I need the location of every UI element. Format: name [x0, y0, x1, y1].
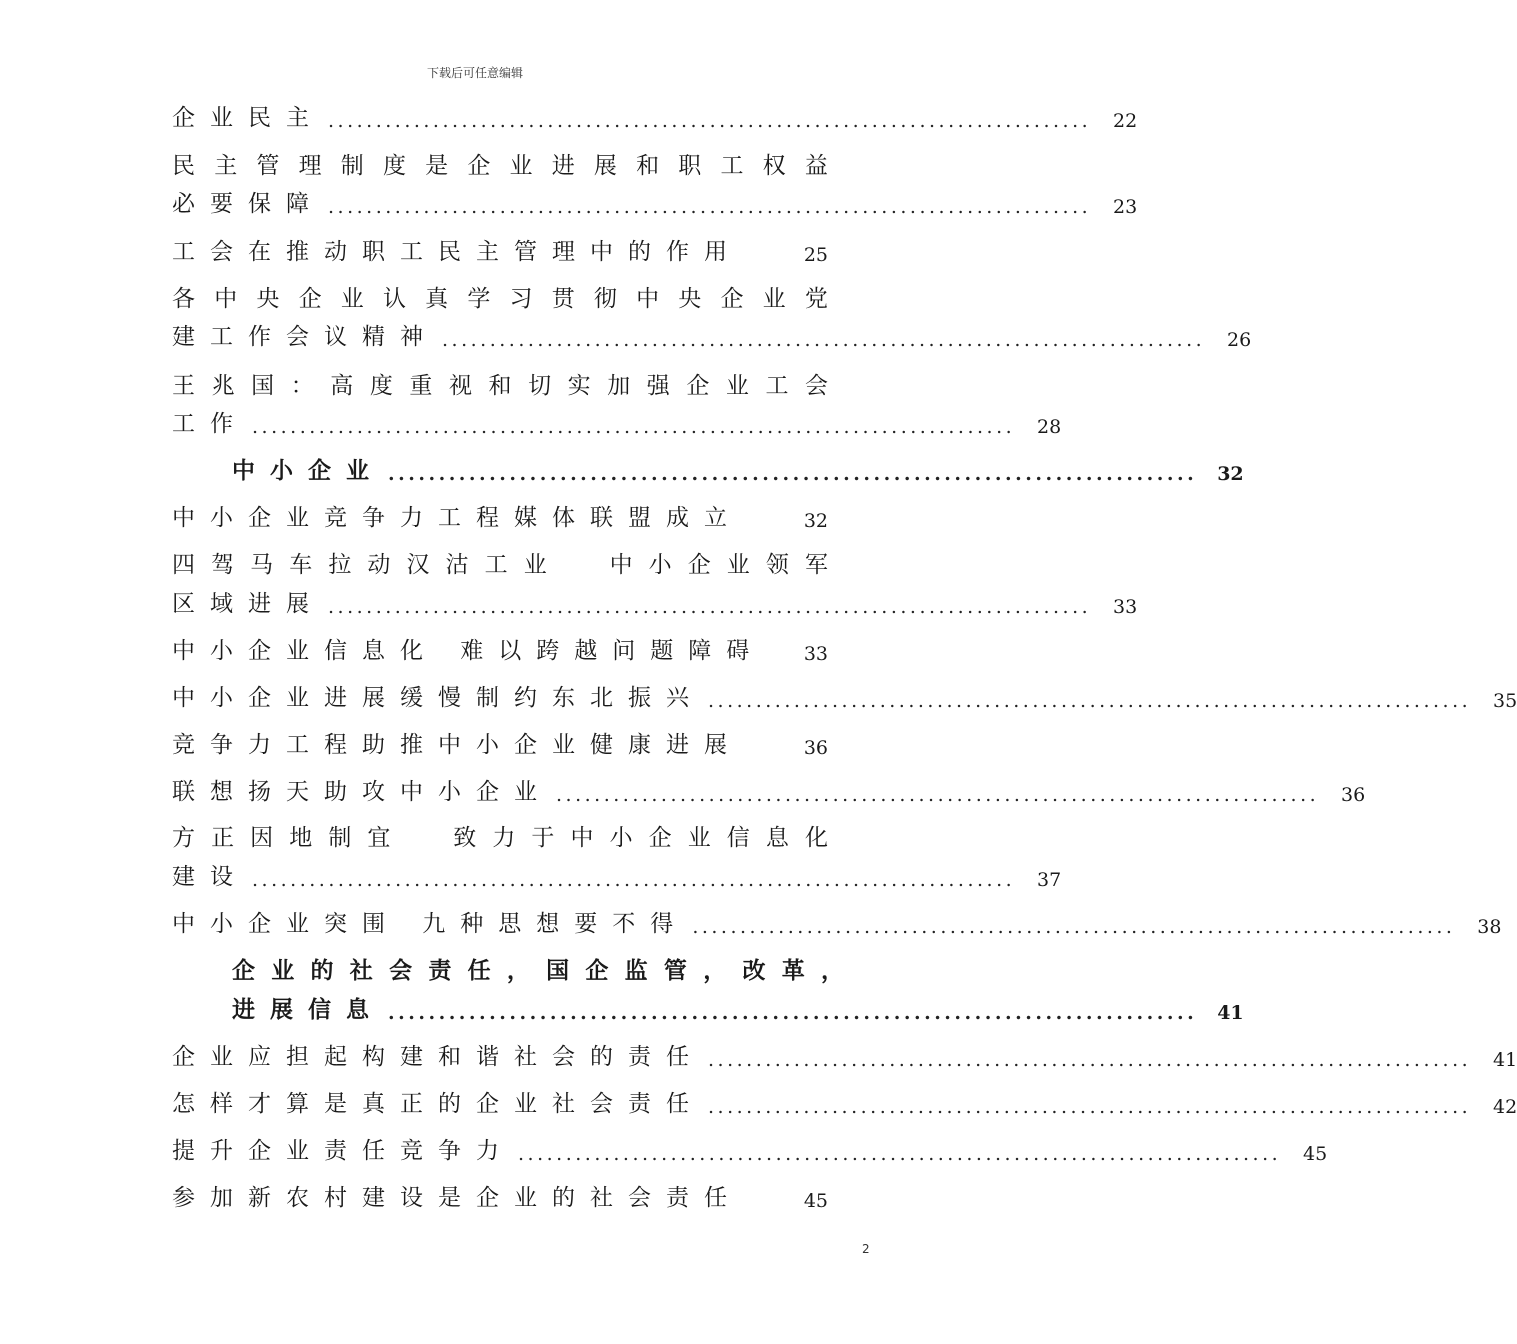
toc-entry-title: 民 主 管 理 制 度 是 企 业 进 展 和 职 工 权 益 — [172, 153, 828, 179]
toc-leader-dots: ................................................................................ — [518, 1143, 1282, 1165]
toc-section-heading[interactable] — [232, 945, 844, 985]
toc-entry[interactable] — [172, 273, 828, 313]
toc-entry-title: 各 中 央 企 业 认 真 学 习 贯 彻 中 央 企 业 党 — [172, 286, 828, 312]
toc-page-number: 32 — [803, 510, 828, 532]
toc-entry-title: 中小企业信息化 难以跨越问题障碍 — [172, 638, 765, 664]
toc-page-number: 45 — [1302, 1143, 1328, 1165]
toc-entry-title: 联想扬天助攻中小企业 — [172, 779, 552, 805]
toc-leader-dots: ................................................................................ — [388, 1002, 1198, 1024]
toc-page-number: 28 — [1036, 416, 1062, 438]
toc-entry[interactable] — [172, 578, 1138, 618]
toc-leader-dots: ................................................................................ — [328, 596, 1092, 618]
toc-entry-title: 中小企业进展缓慢制约东北振兴 — [172, 685, 704, 711]
toc-entry-title: 工会在推动职工民主管理中的作用 — [172, 239, 742, 265]
toc-entry[interactable] — [172, 92, 1138, 132]
toc-entry-title: 进展信息 — [232, 997, 384, 1023]
toc-entry-title: 必要保障 — [172, 191, 324, 217]
toc-entry-title: 怎样才算是真正的企业社会责任 — [172, 1091, 704, 1117]
toc-page-number: 26 — [1226, 329, 1252, 351]
toc-entry[interactable] — [172, 672, 1517, 712]
toc-entry[interactable] — [172, 178, 1138, 218]
toc-page-number: 36 — [803, 737, 828, 759]
toc-section-heading[interactable] — [232, 445, 1244, 485]
toc-entry-title: 四 驾 马 车 拉 动 汉 沽 工 业 中 小 企 业 领 军 — [172, 552, 828, 578]
toc-entry-title: 中小企业 — [232, 458, 384, 484]
toc-page-number: 45 — [803, 1190, 828, 1212]
toc-page-number: 42 — [1492, 1096, 1517, 1118]
toc-page-number: 38 — [1477, 916, 1502, 938]
toc-leader-dots: ................................................................................ — [328, 110, 1092, 132]
toc-entry-title: 竞争力工程助推中小企业健康进展 — [172, 732, 742, 758]
toc-entry-title: 工作 — [172, 411, 248, 437]
toc-leader-dots: ................................................................................ — [692, 916, 1456, 938]
toc-entry[interactable] — [172, 625, 828, 665]
toc-entry[interactable] — [172, 719, 828, 759]
toc-section-heading[interactable] — [232, 984, 1244, 1024]
toc-leader-dots: ................................................................................ — [442, 329, 1206, 351]
toc-page-number: 33 — [1112, 596, 1138, 618]
toc-entry-title: 提升企业责任竞争力 — [172, 1138, 514, 1164]
toc-entry-title: 王 兆 国 ： 高 度 重 视 和 切 实 加 强 企 业 工 会 — [172, 373, 828, 399]
toc-leader-dots: ................................................................................ — [556, 784, 1320, 806]
toc-leader-dots: ................................................................................ — [708, 690, 1472, 712]
toc-entry-title: 建工作会议精神 — [172, 324, 438, 350]
toc-entry[interactable] — [172, 539, 828, 579]
toc-leader-dots: ................................................................................ — [252, 416, 1016, 438]
toc-entry-title: 参加新农村建设是企业的社会责任 — [172, 1185, 742, 1211]
toc-page-number: 41 — [1217, 1002, 1244, 1024]
toc-entry-title: 建设 — [172, 864, 248, 890]
toc-entry-title: 企业应担起构建和谐社会的责任 — [172, 1044, 704, 1070]
toc-entry-title: 方 正 因 地 制 宜 致 力 于 中 小 企 业 信 息 化 — [172, 825, 828, 851]
page-header: 下载后可任意编辑 — [426, 66, 523, 80]
toc-page-number: 32 — [1217, 463, 1244, 485]
toc-entry[interactable] — [172, 1125, 1328, 1165]
toc-leader-dots: ................................................................................ — [388, 463, 1198, 485]
toc-leader-dots: ................................................................................ — [252, 869, 1016, 891]
toc-entry[interactable] — [172, 311, 1252, 351]
toc-entry-title: 区域进展 — [172, 591, 324, 617]
toc-entry[interactable] — [172, 1031, 1517, 1071]
toc-leader-dots: ................................................................................ — [328, 196, 1092, 218]
toc-entry-title: 企 业 的 社 会 责 任 ， 国 企 监 管 ， 改 革 ， — [232, 958, 844, 984]
toc-leader-dots: ................................................................................ — [708, 1096, 1472, 1118]
page-number: 2 — [862, 1242, 870, 1256]
toc-entry-title: 中小企业突围 九种思想要不得 — [172, 911, 689, 937]
toc-entry[interactable] — [172, 140, 828, 180]
toc-page-number: 35 — [1492, 690, 1517, 712]
toc-entry[interactable] — [172, 812, 828, 852]
toc-page-number: 23 — [1112, 196, 1138, 218]
toc-page-number: 37 — [1036, 869, 1062, 891]
toc-entry-title: 中小企业竞争力工程媒体联盟成立 — [172, 505, 742, 531]
toc-entry[interactable] — [172, 766, 1366, 806]
toc-entry[interactable] — [172, 398, 1062, 438]
toc-entry[interactable] — [172, 226, 828, 266]
toc-page-number: 41 — [1492, 1049, 1517, 1071]
toc-page-number: 33 — [803, 643, 828, 665]
toc-page-number: 36 — [1340, 784, 1366, 806]
toc-leader-dots: ................................................................................ — [708, 1049, 1472, 1071]
toc-entry[interactable] — [172, 851, 1062, 891]
toc-page-number: 22 — [1112, 110, 1138, 132]
toc-entry[interactable] — [172, 1172, 828, 1212]
toc-entry[interactable] — [172, 898, 1502, 938]
toc-entry[interactable] — [172, 492, 828, 532]
toc-entry[interactable] — [172, 1078, 1517, 1118]
toc-page-number: 25 — [803, 244, 828, 266]
toc-entry[interactable] — [172, 360, 828, 400]
toc-entry-title: 企业民主 — [172, 105, 324, 131]
